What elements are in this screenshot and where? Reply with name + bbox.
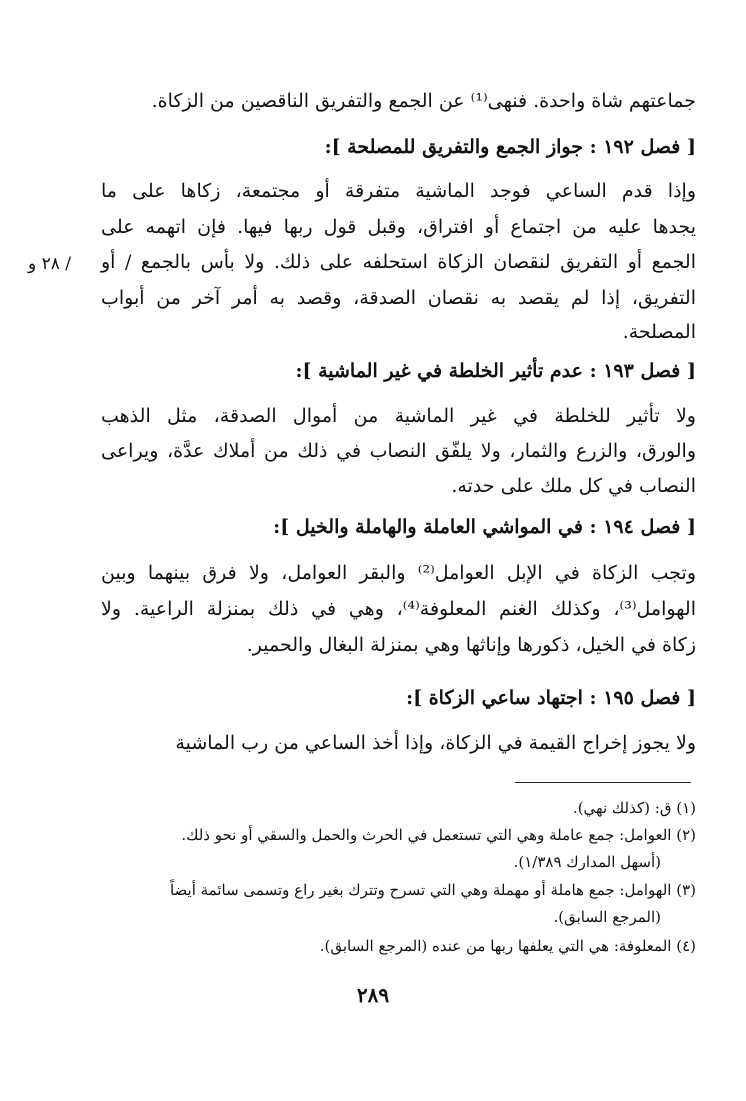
paragraph-193-line-2: والورق، والزرع والثمار، ولا يلفّق النصاب في ذلك من أملاك عدَّة، ويراعى <box>101 440 696 462</box>
section-heading-195: [ فصل ١٩٥ : اجتهاد ساعي الزكاة ]: <box>406 687 696 709</box>
paragraph-193-line-3: النصاب في كل ملك على حدته. <box>451 475 696 497</box>
body-line-1: جماعتهم شاة واحدة. فنهى⁽¹⁾ عن الجمع والتفريق الناقصين من الزكاة. <box>151 90 696 112</box>
paragraph-192-line-3: الجمع أو التفريق لنقصان الزكاة استحلفه على ذلك. ولا بأس بالجمع / أو <box>101 251 696 273</box>
footnote-4: (٤) المعلوفة: هي التي يعلفها ربها من عنده (المرجع السابق). <box>319 937 696 955</box>
folio-margin-note: / ٢٨ و <box>28 254 72 274</box>
footnote-1: (١) ق: (كذلك نهي). <box>572 799 696 817</box>
section-heading-194: [ فصل ١٩٤ : في المواشي العاملة والهاملة والخيل ]: <box>273 516 696 538</box>
footnote-3-line-2: (المرجع السابق). <box>553 908 661 926</box>
paragraph-192-line-5: المصلحة. <box>622 321 696 343</box>
paragraph-195-line-1: ولا يجوز إخراج القيمة في الزكاة، وإذا أخذ الساعي من رب الماشية <box>175 732 696 754</box>
section-heading-193: [ فصل ١٩٣ : عدم تأثير الخلطة في غير الماشية ]: <box>295 360 696 382</box>
paragraph-194-line-1: وتجب الزكاة في الإبل العوامل⁽²⁾ والبقر العوامل، ولا فرق بينهما وبين <box>101 562 696 584</box>
footnote-3-line-1: (٣) الهوامل: جمع هاملة أو مهملة وهي التي تسرح وتترك بغير راع وتسمى سائمة أيضاً <box>169 881 696 899</box>
paragraph-192-line-1: وإذا قدم الساعي فوجد الماشية متفرقة أو مجتمعة، زكاها على ما <box>101 180 696 202</box>
footnote-2-line-1: (٢) العوامل: جمع عاملة وهي التي تستعمل في الحرث والحمل والسقي أو نحو ذلك. <box>181 826 696 844</box>
paragraph-193-line-1: ولا تأثير للخلطة في غير الماشية من أموال الصدقة، مثل الذهب <box>101 405 696 427</box>
page-number: ٢٨٩ <box>356 983 390 1007</box>
footnote-separator <box>515 782 691 783</box>
paragraph-194-line-3: زكاة في الخيل، ذكورها وإناثها وهي بمنزلة البغال والحمير. <box>246 634 696 656</box>
paragraph-192-line-4: التفريق، إذا لم يقصد به نقصان الصدقة، وقصد به أمر آخر من أبواب <box>101 287 696 309</box>
footnote-2-line-2: (أسهل المدارك ١/٣٨٩). <box>513 853 661 871</box>
section-heading-192: [ فصل ١٩٢ : جواز الجمع والتفريق للمصلحة ]: <box>324 136 696 158</box>
paragraph-194-line-2: الهوامل⁽³⁾، وكذلك الغنم المعلوفة⁽⁴⁾، وهي في ذلك بمنزلة الراعية. ولا <box>101 598 696 620</box>
paragraph-192-line-2: يجدها عليه من اجتماع أو افتراق، وقبل قول ربها فيها. فإن اتهمه على <box>101 216 696 238</box>
